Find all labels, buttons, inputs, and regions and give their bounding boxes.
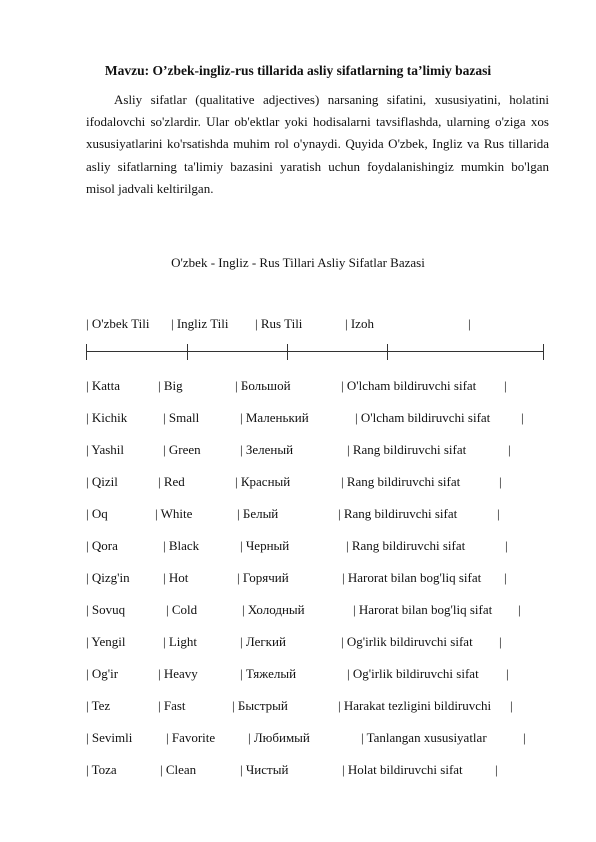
table-row	[0, 602, 596, 622]
document-title: Mavzu: O’zbek-ingliz-rus tillarida asliy sifatlarning ta’limiy bazasi	[104, 63, 492, 78]
cell-uzbek: | Qizg'in	[86, 570, 130, 585]
cell-end: |	[497, 506, 500, 521]
cell-russian: | Легкий	[240, 634, 286, 649]
cell-end: |	[504, 570, 507, 585]
cell-end: |	[518, 602, 521, 617]
cell-english: | White	[155, 506, 193, 521]
cell-end: |	[510, 698, 513, 713]
separator-bar	[187, 344, 188, 360]
cell-note: | O'lcham bildiruvchi sifat	[341, 378, 477, 393]
cell-end: |	[521, 410, 524, 425]
cell-english: | Cold	[166, 602, 198, 617]
cell-english: | Green	[163, 442, 201, 457]
cell-uzbek: | Toza	[86, 762, 117, 777]
cell-note: | Rang bildiruvchi sifat	[346, 538, 466, 553]
cell-uzbek: | Tez	[86, 698, 111, 713]
table-row	[0, 666, 596, 686]
table-row	[0, 634, 596, 654]
cell-uzbek: | Kichik	[86, 410, 128, 425]
cell-english: | Big	[158, 378, 183, 393]
cell-uzbek: | Og'ir	[86, 666, 119, 681]
cell-note: | Rang bildiruvchi sifat	[338, 506, 458, 521]
cell-end: |	[504, 378, 507, 393]
cell-russian: | Маленький	[240, 410, 309, 425]
header-cell-end: |	[468, 316, 471, 331]
cell-english: | Red	[158, 474, 185, 489]
table-row	[0, 410, 596, 430]
cell-russian: | Большой	[235, 378, 291, 393]
separator-bar	[287, 344, 288, 360]
cell-russian: | Тяжелый	[240, 666, 297, 681]
cell-russian: | Красный	[235, 474, 291, 489]
cell-english: | Heavy	[158, 666, 198, 681]
cell-note: | Rang bildiruvchi sifat	[341, 474, 461, 489]
cell-english: | Small	[163, 410, 200, 425]
table-separator	[86, 344, 544, 360]
table-row	[0, 378, 596, 398]
header-cell-russian: | Rus Tili	[255, 316, 303, 331]
table-row	[0, 506, 596, 526]
cell-uzbek: | Yengil	[86, 634, 126, 649]
cell-english: | Clean	[160, 762, 197, 777]
cell-uzbek: | Oq	[86, 506, 108, 521]
header-cell-english: | Ingliz Tili	[171, 316, 229, 331]
separator-bar	[387, 344, 388, 360]
cell-uzbek: | Yashil	[86, 442, 125, 457]
cell-russian: | Чистый	[240, 762, 289, 777]
table-row	[0, 698, 596, 718]
cell-english: | Black	[163, 538, 200, 553]
separator-bar	[86, 344, 87, 360]
cell-russian: | Любимый	[248, 730, 310, 745]
cell-note: | Harakat tezligini bildiruvchi	[338, 698, 492, 713]
cell-end: |	[506, 666, 509, 681]
separator-line	[86, 351, 544, 352]
cell-russian: | Быстрый	[232, 698, 288, 713]
table-row	[0, 442, 596, 462]
cell-note: | Og'irlik bildiruvchi sifat	[347, 666, 479, 681]
cell-end: |	[505, 538, 508, 553]
cell-end: |	[499, 634, 502, 649]
table-row	[0, 762, 596, 782]
cell-uzbek: | Qora	[86, 538, 118, 553]
cell-russian: | Холодный	[242, 602, 305, 617]
table-row	[0, 538, 596, 558]
cell-note: | Rang bildiruvchi sifat	[347, 442, 467, 457]
cell-russian: | Горячий	[237, 570, 289, 585]
table-title: O'zbek - Ingliz - Rus Tillari Asliy Sifatlar Bazasi	[171, 255, 425, 270]
cell-english: | Favorite	[166, 730, 216, 745]
table-row	[0, 570, 596, 590]
cell-english: | Fast	[158, 698, 186, 713]
table-header	[0, 316, 596, 336]
cell-english: | Hot	[163, 570, 189, 585]
cell-note: | Tanlangan xususiyatlar	[361, 730, 487, 745]
cell-uzbek: | Sevimli	[86, 730, 133, 745]
header-cell-note: | Izoh	[345, 316, 374, 331]
table-row	[0, 474, 596, 494]
cell-russian: | Зеленый	[240, 442, 294, 457]
cell-english: | Light	[163, 634, 198, 649]
cell-note: | O'lcham bildiruvchi sifat	[355, 410, 491, 425]
intro-paragraph: Asliy sifatlar (qualitative adjectives) narsaning sifatini, xususiyatini, holatini ifodalovchi so'zlardir. Ular ob'ektlar yoki hodisalarni tavsiflashda, ularning o'ziga xos xususiyatlarini ko'rsatishda muhim rol o'ynaydi. Quyida O'zbek, Ingliz va Rus tillarida asliy sifatlarning ta'limiy bazasini yaratish uchun foydalanishingiz mumkin bo'lgan misol jadvali keltirilgan.	[86, 92, 549, 196]
table-row	[0, 730, 596, 750]
cell-russian: | Черный	[240, 538, 290, 553]
cell-note: | Holat bildiruvchi sifat	[342, 762, 463, 777]
cell-uzbek: | Qizil	[86, 474, 118, 489]
cell-end: |	[508, 442, 511, 457]
cell-note: | Og'irlik bildiruvchi sifat	[341, 634, 473, 649]
cell-uzbek: | Katta	[86, 378, 121, 393]
cell-end: |	[495, 762, 498, 777]
cell-end: |	[523, 730, 526, 745]
header-cell-uzbek: | O'zbek Tili	[86, 316, 150, 331]
cell-end: |	[499, 474, 502, 489]
cell-note: | Harorat bilan bog'liq sifat	[342, 570, 482, 585]
cell-uzbek: | Sovuq	[86, 602, 126, 617]
separator-bar	[543, 344, 544, 360]
cell-note: | Harorat bilan bog'liq sifat	[353, 602, 493, 617]
cell-russian: | Белый	[237, 506, 279, 521]
